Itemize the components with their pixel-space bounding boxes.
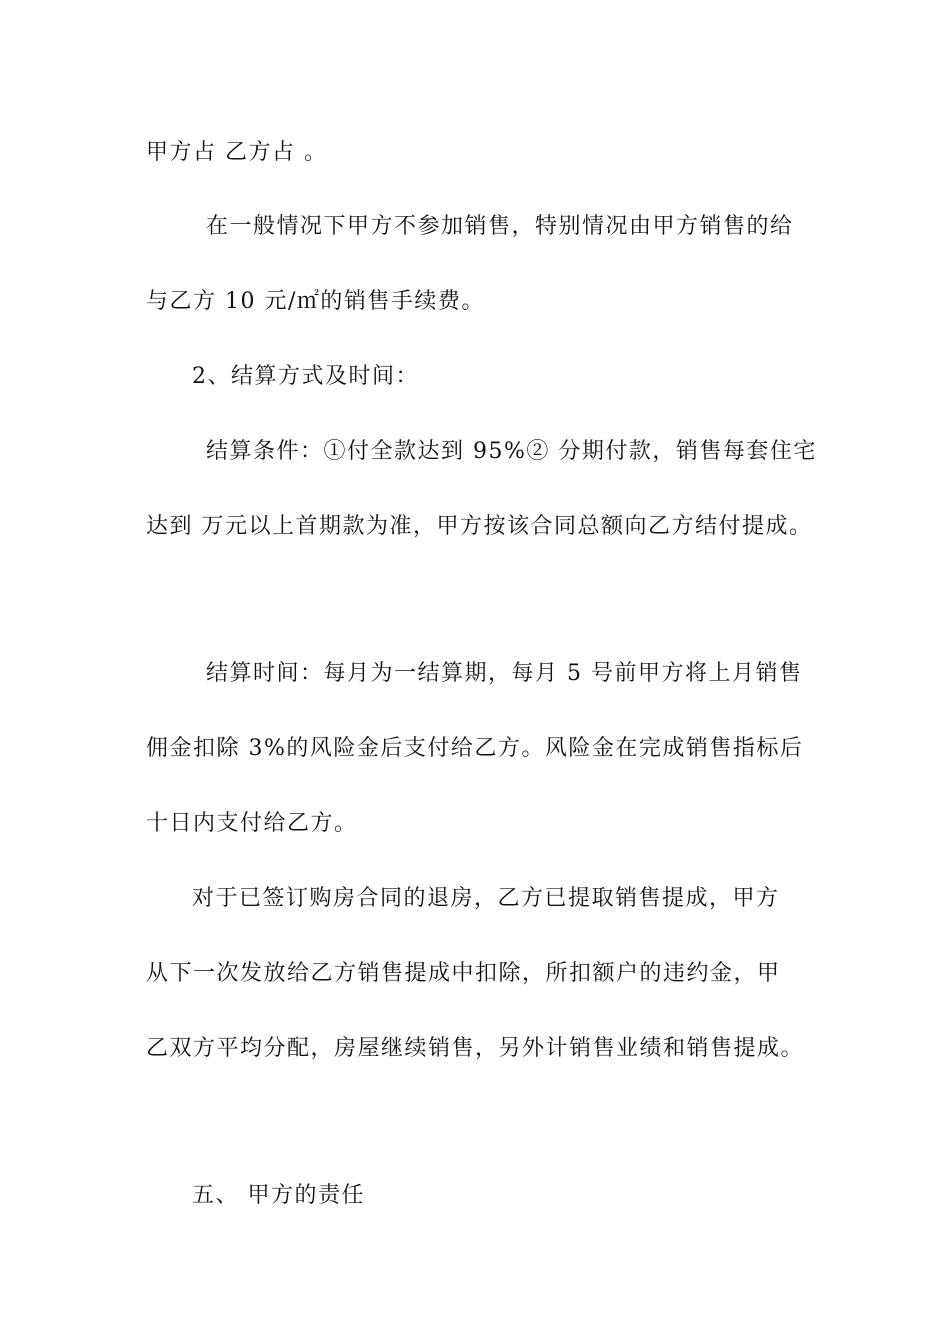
section-heading: 五、 甲方的责任	[192, 1183, 365, 1208]
text-line: 结算条件：①付全款达到 95%② 分期付款，销售每套住宅	[206, 439, 817, 464]
text-line: 达到 万元以上首期款为准，甲方按该合同总额向乙方结付提成。	[146, 514, 813, 539]
text-line: 甲方占 乙方占 。	[146, 140, 328, 165]
text-line: 结算时间：每月为一结算期，每月 5 号前甲方将上月销售	[206, 661, 803, 686]
text-line: 与乙方 10 元/㎡的销售手续费。	[146, 289, 485, 314]
text-line: 在一般情况下甲方不参加销售，特别情况由甲方销售的给	[206, 214, 794, 239]
text-line: 佣金扣除 3%的风险金后支付给乙方。风险金在完成销售指标后	[146, 736, 804, 761]
text-line: 十日内支付给乙方。	[146, 811, 358, 836]
text-line: 对于已签订购房合同的退房，乙方已提取销售提成，甲方	[192, 886, 780, 911]
section-heading: 2、结算方式及时间：	[192, 364, 419, 389]
text-line: 乙双方平均分配，房屋继续销售，另外计销售业绩和销售提成。	[146, 1036, 805, 1061]
text-line: 从下一次发放给乙方销售提成中扣除，所扣额户的违约金，甲	[146, 961, 781, 986]
